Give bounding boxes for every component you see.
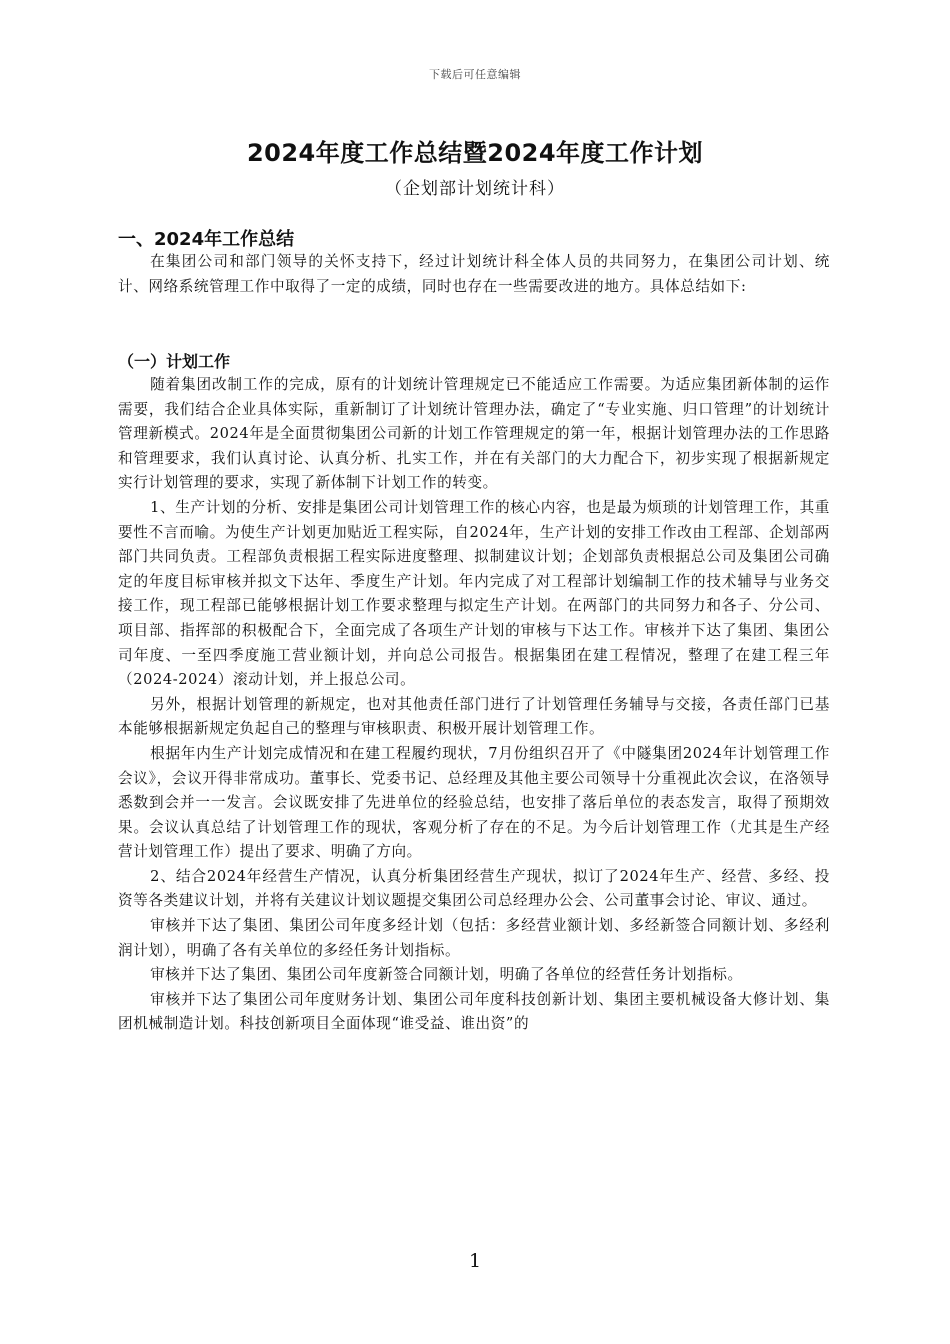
body-paragraph: 1、生产计划的分析、安排是集团公司计划管理工作的核心内容，也是最为烦琐的计划管理工作，其重要性不言而喻。为使生产计划更加贴近工程实际，自2024年，生产计划的安排工作改由工程部、企划部两部门共同负责。工程部负责根据工程实际进度整理、拟制建议计划；企划部负责根据总公司及集团公司确定的年度目标审核并拟文下达年、季度生产计划。年内完成了对工程部计划编制工作的技术辅导与业务交接工作，现工程部已能够根据计划工作要求整理与拟定生产计划。在两部门的共同努力和各子、分公司、项目部、指挥部的积极配合下，全面完成了各项生产计划的审核与下达工作。审核并下达了集团、集团公司年度、一至四季度施工营业额计划，并向总公司报告。根据集团在建工程情况，整理了在建工程三年（2024-2024）滚动计划，并上报总公司。 [118, 498, 830, 689]
body-paragraph: 随着集团改制工作的完成，原有的计划统计管理规定已不能适应工作需要。为适应集团新体制的运作需要，我们结合企业具体实际，重新制订了计划统计管理办法，确定了“专业实施、归口管理”的计划统计管理新模式。2024年是全面贯彻集团公司新的计划工作管理规定的第一年，根据计划管理办法的工作思路和管理要求，我们认真讨论、认真分析、扎实工作，并在有关部门的大力配合下，初步实现了根据新规定实行计划管理的要求，实现了新体制下计划工作的转变。 [118, 376, 830, 492]
body-paragraph: 审核并下达了集团、集团公司年度新签合同额计划，明确了各单位的经营任务计划指标。 [150, 966, 743, 984]
intro-paragraph: 在集团公司和部门领导的关怀支持下，经过计划统计科全体人员的共同努力，在集团公司计划、统计、网络系统管理工作中取得了一定的成绩，同时也存在一些需要改进的地方。具体总结如下: [118, 253, 830, 295]
body-paragraph: 审核并下达了集团、集团公司年度多经计划（包括：多经营业额计划、多经新签合同额计划、多经利润计划），明确了各有关单位的多经任务计划指标。 [118, 917, 830, 959]
intro-block [118, 250, 830, 299]
document-subtitle: （企划部计划统计科） [385, 179, 565, 199]
body-paragraph: 审核并下达了集团公司年度财务计划、集团公司年度科技创新计划、集团主要机械设备大修计划、集团机械制造计划。科技创新项目全面体现“谁受益、谁出资”的 [118, 990, 830, 1033]
body-paragraph: 2、结合2024年经营生产情况，认真分析集团经营生产现状，拟订了2024年生产、经营、多经、投资等各类建议计划，并将有关建议计划议题提交集团公司总经理办公会、公司董事会讨论、审议、通过。 [118, 867, 830, 910]
page-number: 1 [468, 1250, 482, 1272]
header-note: 下载后可任意编辑 [429, 68, 521, 81]
body-block [118, 373, 830, 1037]
body-paragraph: 根据年内生产计划完成情况和在建工程履约现状，7月份组织召开了《中隧集团2024年计划管理工作会议》，会议开得非常成功。董事长、党委书记、总经理及其他主要公司领导十分重视此次会议，在洛领导悉数到会并一一发言。会议既安排了先进单位的经验总结，也安排了落后单位的表态发言，取得了预期效果。会议认真总结了计划管理工作的现状，客观分析了存在的不足。为今后计划管理工作（尤其是生产经营计划管理工作）提出了要求、明确了方向。 [118, 744, 830, 861]
body-paragraph: 另外，根据计划管理的新规定，也对其他责任部门进行了计划管理任务辅导与交接，各责任部门已基本能够根据新规定负起自己的整理与审核职责、积极开展计划管理工作。 [118, 695, 830, 738]
section-heading: 一、2024年工作总结 [118, 229, 295, 250]
document-title: 2024年度工作总结暨2024年度工作计划 [246, 139, 704, 167]
subsection-heading: （一）计划工作 [118, 352, 231, 371]
